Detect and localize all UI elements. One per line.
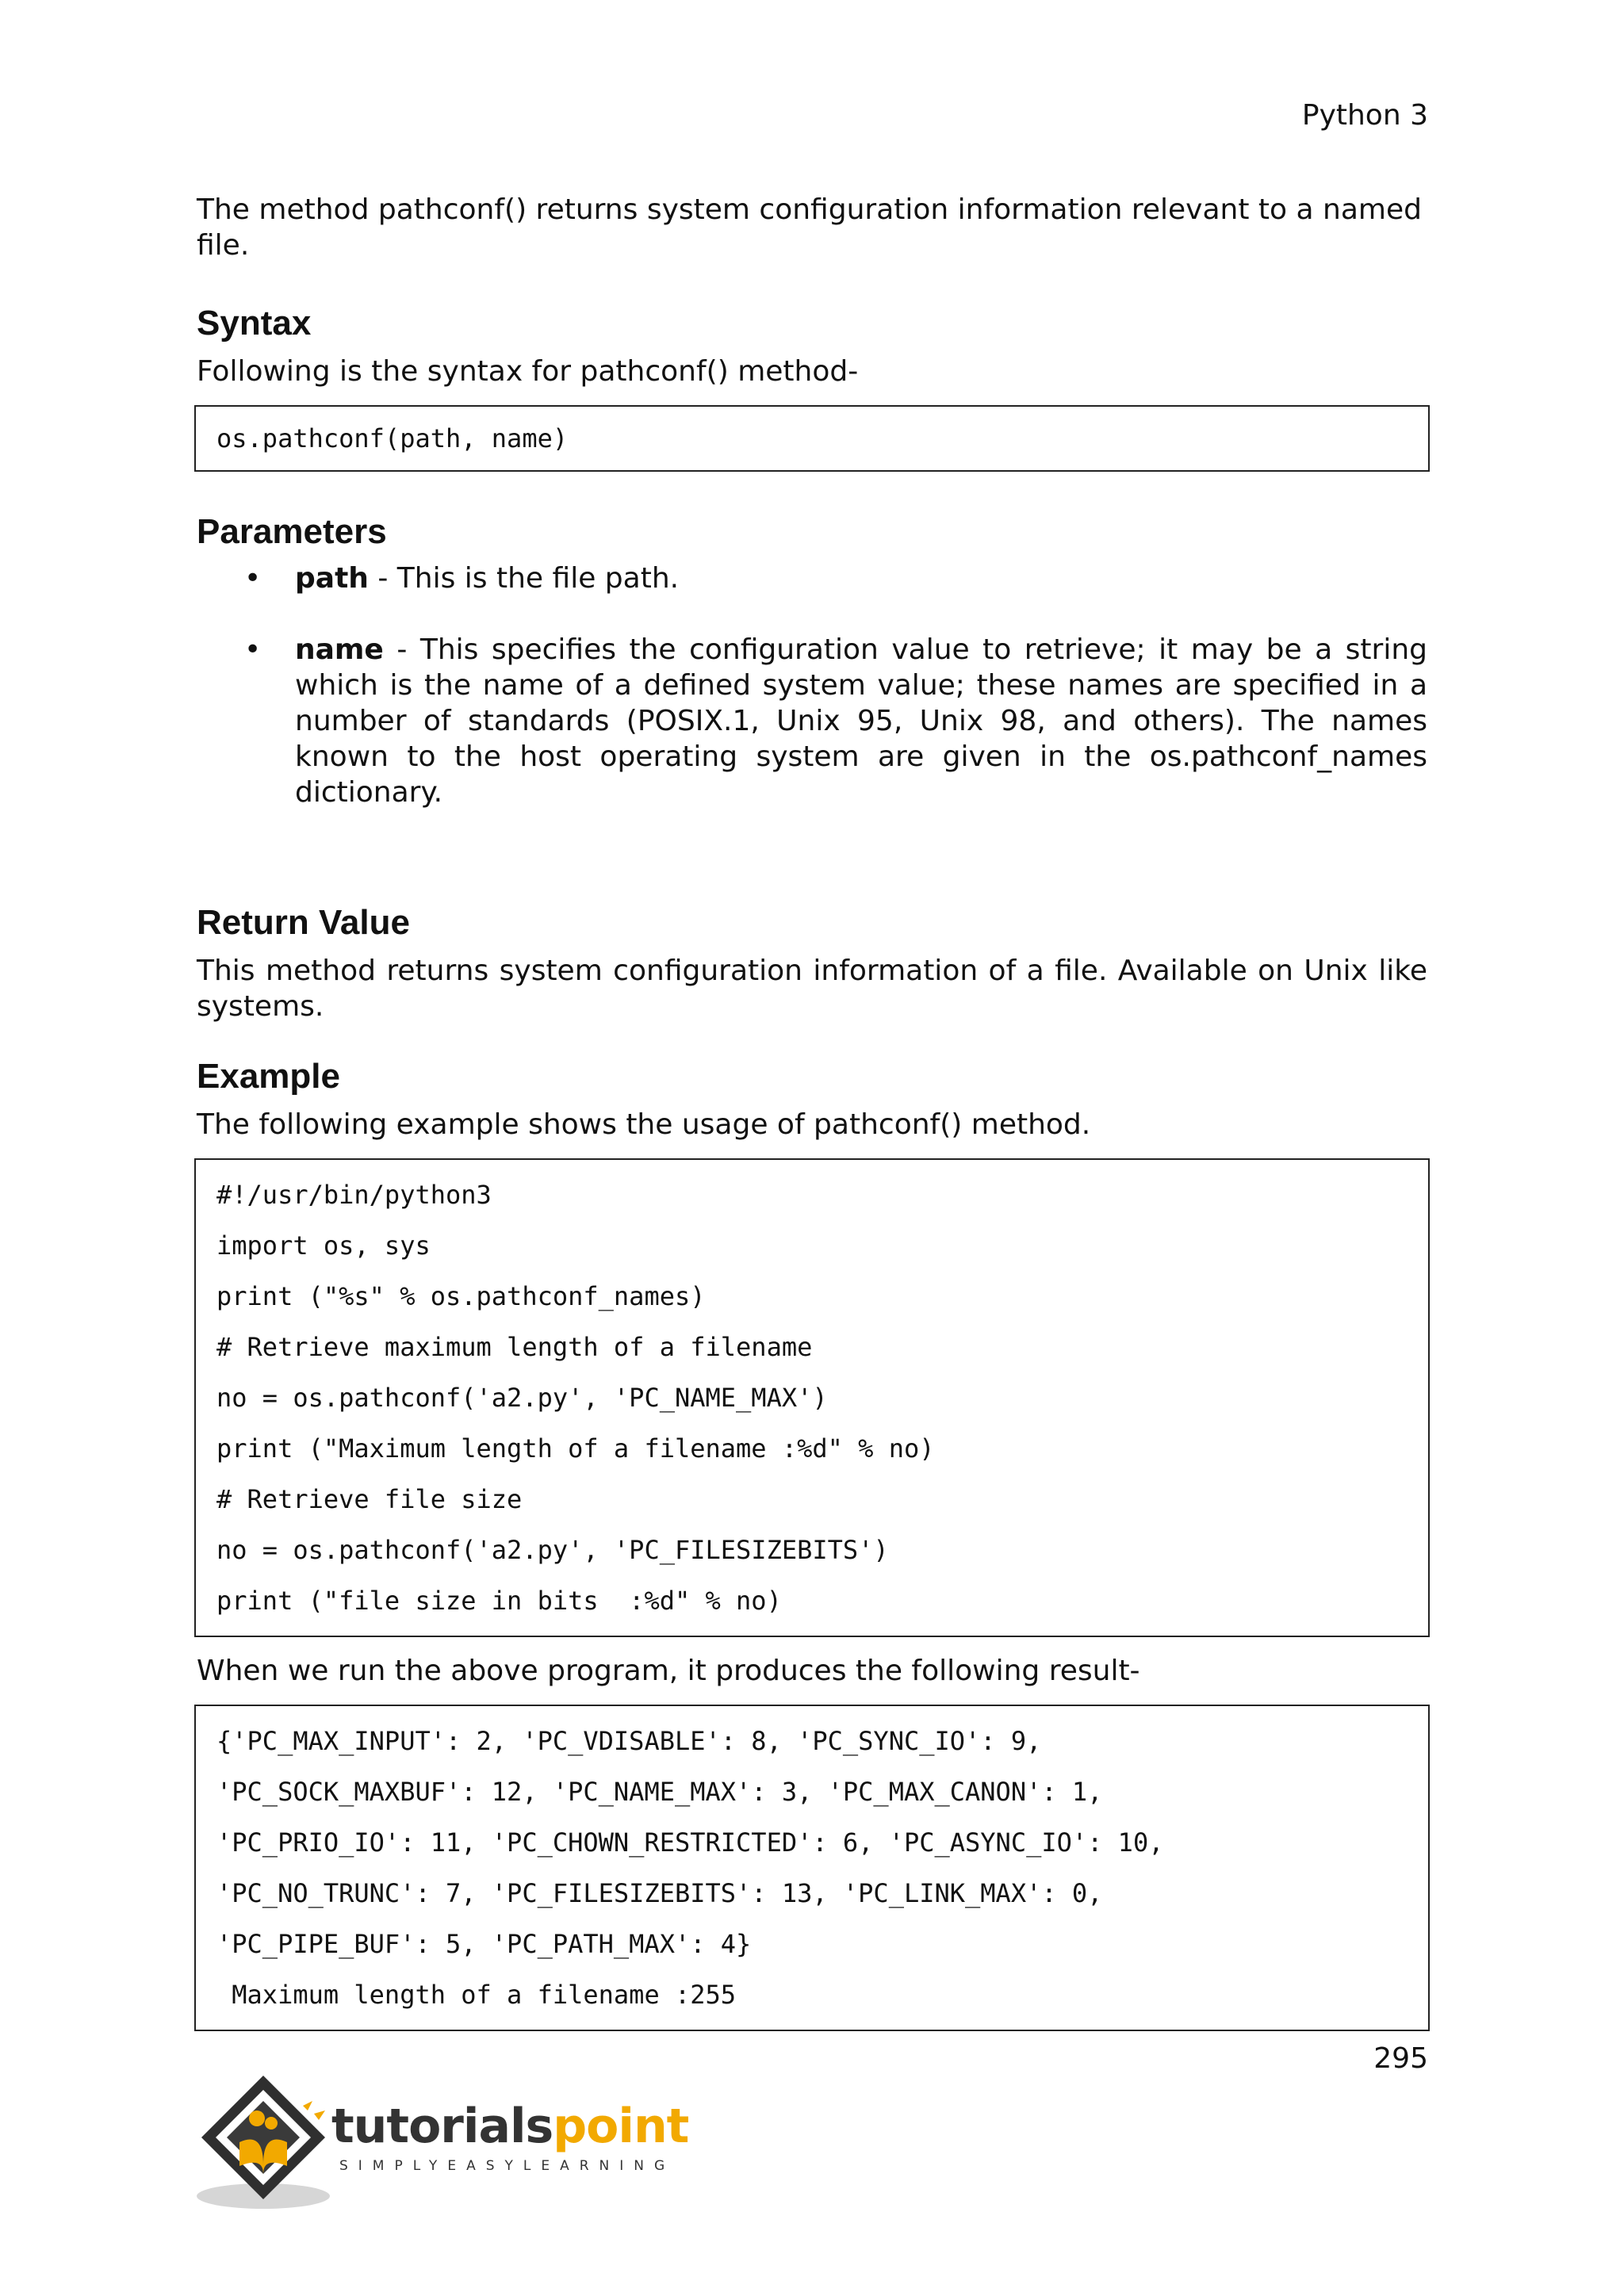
syntax-heading: Syntax: [197, 304, 312, 342]
output-line: 'PC_SOCK_MAXBUF': 12, 'PC_NAME_MAX': 3, 'PC_MAX_CANON': 1,: [216, 1777, 1103, 1807]
logo-tagline: SIMPLYEASYLEARNING: [339, 2158, 676, 2174]
code-line: print ("%s" % os.pathconf_names): [216, 1281, 706, 1311]
page-content: [197, 192, 1427, 2031]
logo-wordmark: tutorialspoint: [331, 2099, 689, 2154]
code-line: #!/usr/bin/python3: [216, 1180, 492, 1210]
output-block: [194, 1705, 1430, 2031]
code-line: print ("file size in bits :%d" % no): [216, 1586, 782, 1616]
example-heading: Example: [197, 1057, 340, 1096]
code-line: import os, sys: [216, 1230, 431, 1261]
code-line: os.pathconf(path, name): [216, 423, 569, 453]
page-number: 295: [1373, 2042, 1428, 2075]
output-line: 'PC_NO_TRUNC': 7, 'PC_FILESIZEBITS': 13, 'PC_LINK_MAX': 0,: [216, 1878, 1103, 1908]
tutorialspoint-logo: [193, 2069, 689, 2212]
output-line: {'PC_MAX_INPUT': 2, 'PC_VDISABLE': 8, 'PC_SYNC_IO': 9,: [216, 1726, 1042, 1756]
result-text: When we run the above program, it produces the following result-: [197, 1655, 1140, 1687]
parameter-description: - This specifies the configuration value to retrieve; it may be a string which is the name of a defined system value; these names are specified in a number of standards (POSIX.1, Unix 95, Unix 98, and others). The names known to the host operating system are given in the os.pathconf_names dictionary.: [295, 633, 1427, 809]
code-line: no = os.pathconf('a2.py', 'PC_FILESIZEBITS'): [216, 1535, 889, 1565]
parameter-name: path: [295, 562, 369, 595]
output-line: 'PC_PRIO_IO': 11, 'PC_CHOWN_RESTRICTED': 6, 'PC_ASYNC_IO': 10,: [216, 1827, 1164, 1858]
parameter-name: name: [295, 633, 384, 666]
parameters-heading: Parameters: [197, 512, 387, 551]
example-code-block: [194, 1158, 1430, 1637]
example-text: The following example shows the usage of pathconf() method.: [197, 1108, 1091, 1141]
parameter-description: - This is the file path.: [368, 562, 680, 595]
syntax-text: Following is the syntax for pathconf() method-: [197, 355, 859, 388]
parameter-item-path: [197, 561, 1427, 596]
parameter-item-name: [197, 632, 1427, 810]
parameters-list: [197, 561, 1427, 810]
running-header: Python 3: [1301, 99, 1428, 132]
syntax-code-block: [194, 405, 1430, 472]
return-value-text: This method returns system configuration information of a file. Available on Unix like systems.: [197, 955, 1427, 1023]
intro-paragraph: The method pathconf() returns system configuration information relevant to a named file.: [197, 193, 1422, 262]
return-value-heading: Return Value: [197, 903, 410, 942]
output-line: Maximum length of a filename :255: [216, 1980, 737, 2010]
code-line: # Retrieve file size: [216, 1484, 523, 1514]
bullet-icon: •: [244, 633, 262, 666]
output-line: 'PC_PIPE_BUF': 5, 'PC_PATH_MAX': 4}: [216, 1929, 752, 1959]
bullet-icon: •: [244, 562, 262, 595]
code-line: # Retrieve maximum length of a filename: [216, 1332, 813, 1362]
code-line: no = os.pathconf('a2.py', 'PC_NAME_MAX'): [216, 1383, 828, 1413]
code-line: print ("Maximum length of a filename :%d" % no): [216, 1433, 935, 1464]
